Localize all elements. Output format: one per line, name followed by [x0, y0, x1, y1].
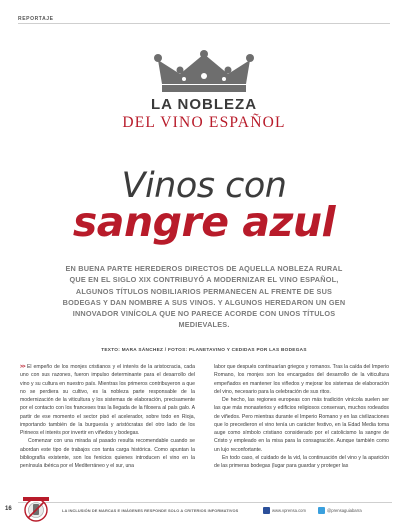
start-mark: >> [20, 364, 26, 370]
lead-paragraph: EN BUENA PARTE HEREDEROS DIRECTOS DE AQUELLA NOBLEZA RURAL QUE EN EL SIGLO XIX CONTRIBUYÓ A MODERNIZAR EL VINO ESPAÑOL, ALGUNOS TÍTULOS NOBILIARIOS PERMANECEN AL FRENTE DE SUS BODEGAS Y DAN NOMBRE A SUS VINOS. Y ALGUNOS HEREDARON UN GEN INNOVADOR VINÍCOLA QUE NO PARECE ACORDE CON UNOS TÍTULOS MEDIEVALES. [62, 264, 346, 330]
article-title-line-2: sangre azul [72, 198, 336, 246]
body-column-right [214, 363, 389, 470]
article-title-line-1: Vinos con [121, 166, 287, 206]
section-tag: REPORTAJE [18, 16, 54, 22]
body-paragraph: En todo caso, el cuidado de la vid, la continuación del vino y la aparición de las primeras bodegas (lugar para guardar y proteger las [214, 454, 389, 469]
pretitle-line-1: LA NOBLEZA [150, 96, 258, 113]
twitter-icon [318, 507, 325, 514]
body-column-left [20, 363, 195, 470]
twitter-handle[interactable]: @prensaguiabarra [327, 508, 362, 513]
paragraph-text: El empeño de los monjes cristianos y el interés de la aristocracia, cada uno con sus razones, fueron impulso determinante para el desarrollo del vino y su cultura en nuestro país. Mientras los primeros contribuyeron a que no se perdiera su cultivo, es la nobleza parte responsable de la modernización de la viticultura y los sistemas de elaboración, precisamente por el contacto con los franceses tras la llegada de la filoxera al país galo. A partir de ese momento el sector pisó el acelerador, sobre todo en Rioja, importando también de la burguesía y aristócratas del otro lado de los Pirineos el interés por invertir en viñedos y bodegas. [20, 364, 195, 436]
crown-icon [152, 50, 256, 94]
badge-icon [20, 495, 52, 523]
pretitle-line-2: DEL VINO ESPAÑOL [122, 114, 286, 131]
footer-disclaimer: LA INCLUSIÓN DE MARCAS E IMÁGENES RESPONDE SOLO A CRITERIOS INFORMATIVOS [62, 508, 239, 513]
header-divider [18, 23, 390, 24]
body-paragraph [20, 363, 195, 437]
page-number: 16 [5, 506, 12, 512]
body-paragraph: Comenzar con una mirada al pasado resulta recomendable cuando se abordan este tipo de trabajos con tanta carga histórica. Como apuntan la bibliografía existente, son los fenicios quienes introducen el vino en la península ibérica por el Mediterráneo y el sur, una [20, 438, 195, 469]
website-link[interactable]: www.vprensa.com [272, 508, 306, 513]
photo-credits: TEXTO: MARA SÁNCHEZ / FOTOS: PLANETAVINO Y CEDIDAS POR LAS BODEGAS [101, 347, 307, 352]
footer-divider [18, 502, 392, 503]
globe-icon [263, 507, 270, 514]
body-paragraph: De hecho, las regiones europeas con más tradición vinícola suelen ser las que más monasterios y edificios religiosos conservan, muchos rodeados de viñedos. Pero mientras durante el Imperio Romano y en las civilizaciones que lo precedieron el vino tenía un carácter festivo, en la Edad Media toma auge como símbolo cristiano considerado por el catolicismo la sangre de Cristo y empleado en la misa para la consagración. Aunque también como un lujo reconfortante. [214, 397, 389, 453]
body-paragraph: labor que después continuarían griegos y romanos. Tras la caída del Imperio Romano, los monjes son los encargados del desarrollo de la viticultura empeñados en mantener los viñedos y mejorar los sistemas de elaboración del vino, necesario para la celebración de sus ritos. [214, 364, 389, 395]
